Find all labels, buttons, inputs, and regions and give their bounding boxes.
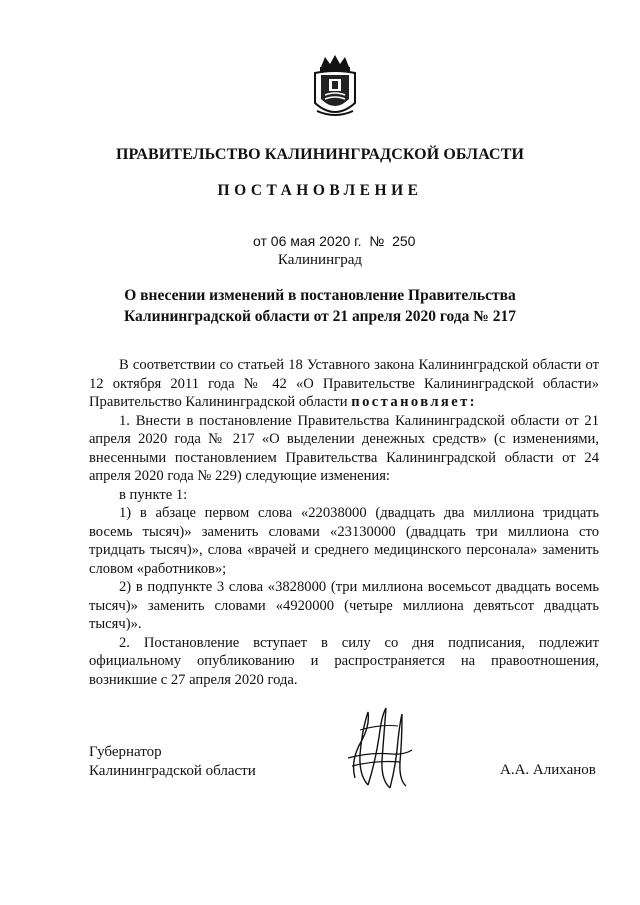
- document-type: ПОСТАНОВЛЕНИЕ: [217, 182, 423, 199]
- resolves-word: постановляет:: [351, 394, 477, 410]
- government-title: ПРАВИТЕЛЬСТВО КАЛИНИНГРАДСКОЙ ОБЛАСТИ: [115, 146, 525, 163]
- document-number: 250: [392, 233, 416, 249]
- signatory-name: А.А. Алиханов: [500, 762, 596, 778]
- coat-of-arms-icon: [311, 53, 359, 121]
- paragraph-item-1: 1. Внести в постановление Правительства Калининградской области от 21 апреля 2020 года № 217 «О выделении денежных средств» (с изменениями, внесенными постановлением Правительства Калининградской области от 24 апреля 2020 года № 229) следующие изменения:: [89, 412, 599, 484]
- signatory-region: Калининградской области: [89, 763, 256, 779]
- handwritten-signature: [340, 700, 420, 800]
- date-prefix: от: [253, 233, 267, 249]
- subject-line: О внесении изменений в постановление Правительства: [124, 287, 516, 304]
- subject-line: Калининградской области от 21 апреля 2020 года № 217: [124, 308, 516, 325]
- document-body: [89, 356, 599, 689]
- paragraph-clause: в пункте 1:: [119, 486, 188, 503]
- signatory-title: [89, 743, 256, 781]
- date-value: 06 мая: [270, 233, 316, 249]
- signatory-position: Губернатор: [89, 744, 162, 760]
- paragraph-subitem-2: 2) в подпункте 3 слова «3828000 (три миллиона восемьсот двадцать восемь тысяч)» заменить словами «4920000 (четыре миллиона девятьсот двадцать тысяч)».: [89, 579, 599, 632]
- date-year: 2020 г.: [319, 233, 362, 249]
- date-number-line: [253, 233, 415, 249]
- paragraph-subitem-1: 1) в абзаце первом слова «22038000 (двадцать два миллиона тридцать восемь тысяч)» заменить словами «23130000 (двадцать три миллиона сто тридцать тысяч)», слова «врачей и среднего медицинского персонала» заменить словом «работников»;: [89, 505, 599, 577]
- document-subject: [0, 285, 640, 327]
- preamble-text: В соответствии со статьей 18 Уставного закона Калининградской области от 12 октября 2011 года № 42 «О Правительстве Калининградской области» Правительство Калининградской области: [89, 357, 599, 410]
- city-name: Калининград: [277, 252, 363, 268]
- paragraph-item-2: 2. Постановление вступает в силу со дня подписания, подлежит официальному опубликованию и распространяется на правоотношения, возникшие с 27 апреля 2020 года.: [89, 634, 599, 688]
- number-sign: №: [369, 233, 385, 249]
- paragraph-preamble: [89, 356, 599, 412]
